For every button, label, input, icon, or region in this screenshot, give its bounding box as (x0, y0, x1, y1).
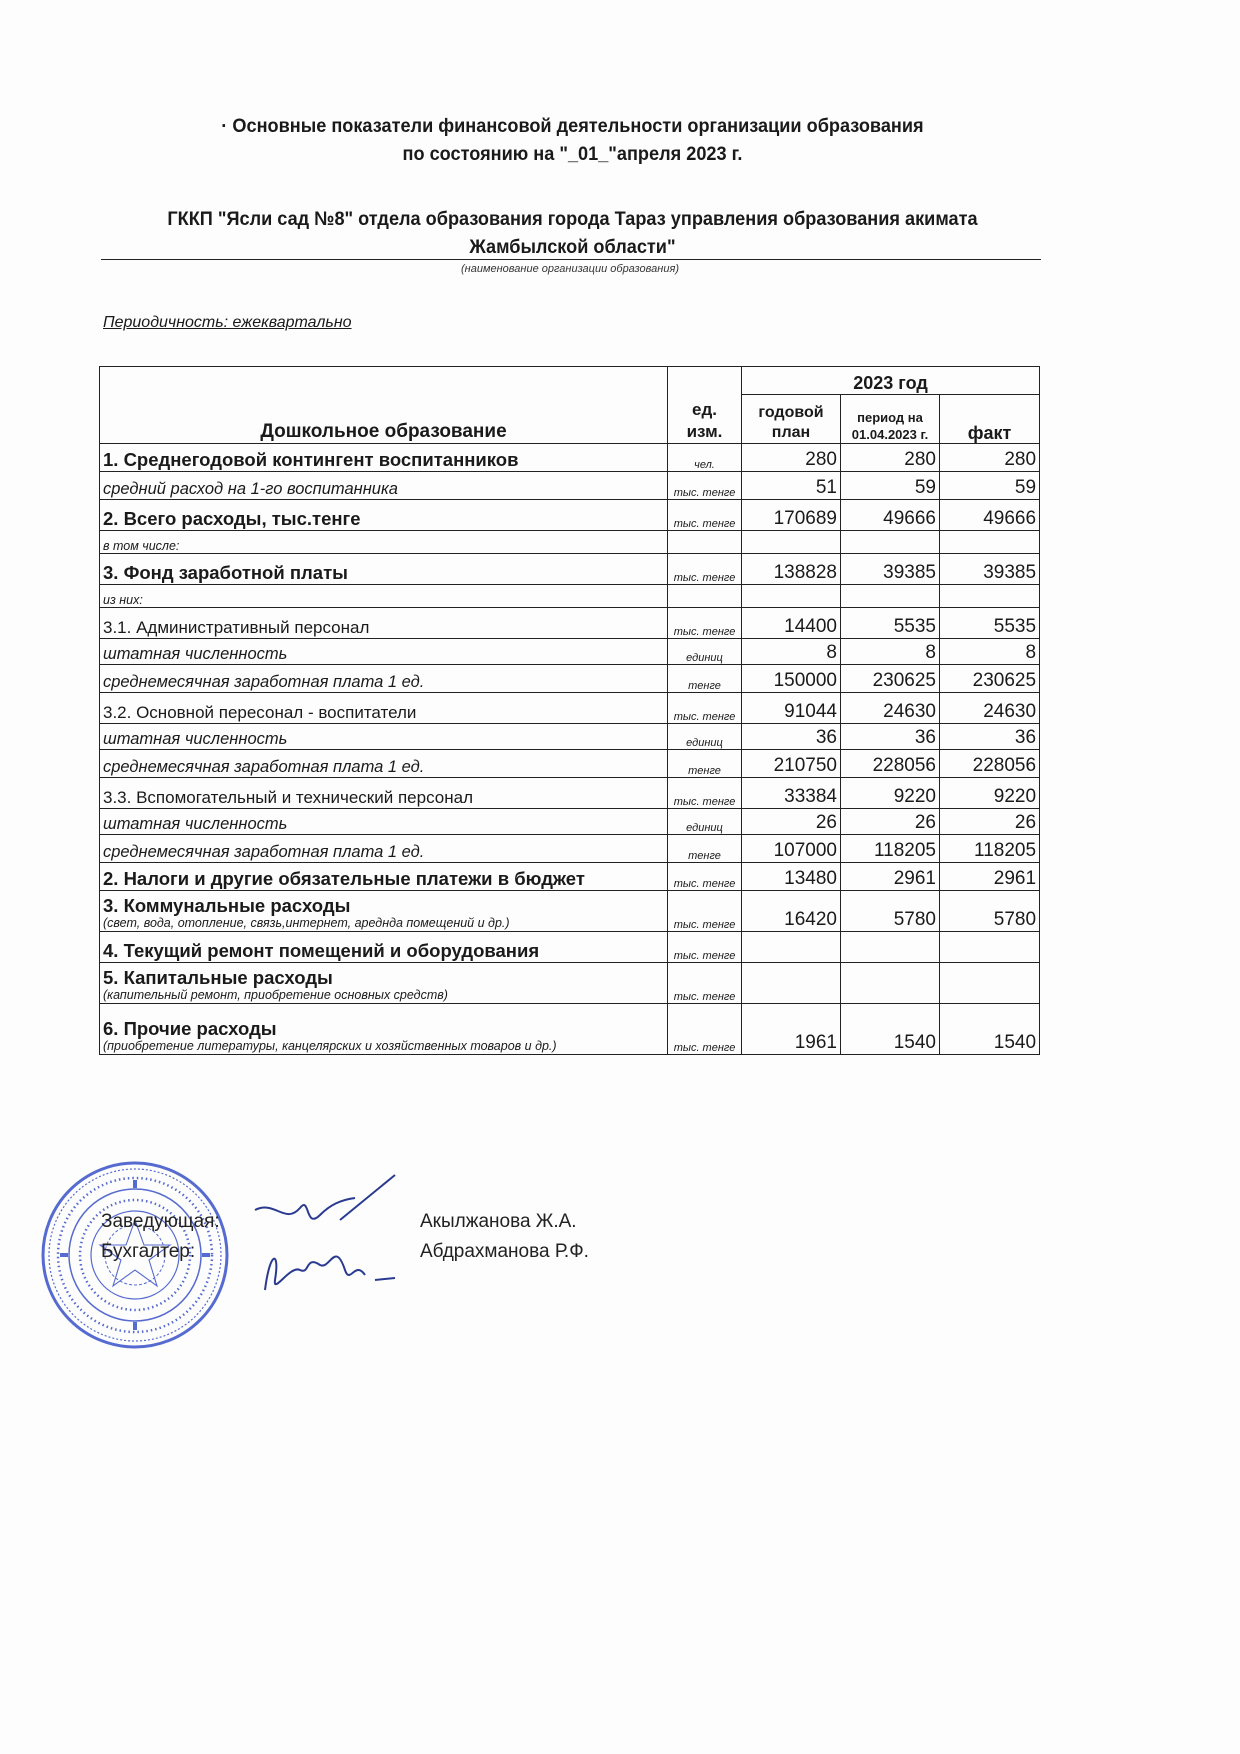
row-period-value: 5535 (841, 608, 940, 639)
table-row (100, 693, 1040, 724)
row-name-note: (свет, вода, отопление, связь,интернет, ареднда помещений и др.) (103, 916, 510, 930)
table-row (100, 835, 1040, 863)
row-name: 3.1. Административный персонал (100, 608, 668, 639)
row-unit: тыс. тенге (668, 608, 742, 639)
row-fact-value: 5535 (940, 608, 1040, 639)
row-fact-value: 230625 (940, 665, 1040, 693)
row-fact-value: 280 (940, 444, 1040, 472)
table-row (100, 809, 1040, 835)
row-plan-value (742, 585, 841, 608)
row-unit: тенге (668, 835, 742, 863)
row-plan-value: 138828 (742, 554, 841, 585)
head-signature-label: Заведующая: (101, 1211, 220, 1232)
row-unit: тенге (668, 665, 742, 693)
row-period-value (841, 963, 940, 1004)
row-unit: тенге (668, 750, 742, 778)
row-unit: тыс. тенге (668, 891, 742, 932)
row-unit: тыс. тенге (668, 472, 742, 500)
row-plan-value: 14400 (742, 608, 841, 639)
table-row (100, 1004, 1040, 1055)
row-plan-value: 107000 (742, 835, 841, 863)
row-name: 3.2. Основной пересонал - воспитатели (100, 693, 668, 724)
row-unit: тыс. тенге (668, 500, 742, 531)
table-row (100, 891, 1040, 932)
row-plan-value: 51 (742, 472, 841, 500)
header-plan-line-2: план (771, 424, 811, 441)
org-underline (101, 259, 1041, 260)
row-unit: тыс. тенге (668, 1004, 742, 1055)
row-period-value: 39385 (841, 554, 940, 585)
periodicity-label: Периодичность: ежеквартально (103, 314, 352, 331)
table-row (100, 778, 1040, 809)
row-name-note: (капительный ремонт, приобретение основных средств) (103, 988, 448, 1002)
row-fact-value: 8 (940, 639, 1040, 665)
row-fact-value (940, 531, 1040, 554)
row-period-value: 228056 (841, 750, 940, 778)
row-name: штатная численность (100, 639, 668, 665)
row-period-value: 36 (841, 724, 940, 750)
header-year: 2023 год (742, 367, 1040, 395)
row-name: среднемесячная заработная плата 1 ед. (100, 665, 668, 693)
row-name (100, 963, 668, 1004)
row-name: среднемесячная заработная плата 1 ед. (100, 750, 668, 778)
header-period (841, 395, 940, 444)
table-row (100, 472, 1040, 500)
row-unit: единиц (668, 724, 742, 750)
table-row (100, 608, 1040, 639)
table-row (100, 554, 1040, 585)
header-period-line-1: период на (857, 410, 923, 425)
handwritten-signatures-icon (245, 1170, 435, 1310)
row-fact-value: 118205 (940, 835, 1040, 863)
row-name: 3.3. Вспомогательный и технический персонал (100, 778, 668, 809)
table-header-row (100, 367, 1040, 395)
row-unit: тыс. тенге (668, 932, 742, 963)
row-unit: тыс. тенге (668, 693, 742, 724)
row-plan-value: 16420 (742, 891, 841, 932)
row-name-main: 6. Прочие расходы (103, 1018, 277, 1039)
row-fact-value: 228056 (940, 750, 1040, 778)
row-fact-value (940, 932, 1040, 963)
row-unit: тыс. тенге (668, 554, 742, 585)
header-unit (668, 367, 742, 444)
header-unit-line-2: изм. (686, 422, 723, 441)
header-unit-line-1: ед. (692, 400, 717, 419)
table-row (100, 531, 1040, 554)
row-unit: единиц (668, 639, 742, 665)
row-name: штатная численность (100, 809, 668, 835)
org-line-1: ГККП "Ясли сад №8" отдела образования города Тараз управления образования акимата (167, 208, 978, 230)
row-period-value: 5780 (841, 891, 940, 932)
table-row (100, 963, 1040, 1004)
row-plan-value: 33384 (742, 778, 841, 809)
row-plan-value: 26 (742, 809, 841, 835)
row-fact-value: 24630 (940, 693, 1040, 724)
row-plan-value (742, 963, 841, 1004)
row-plan-value: 210750 (742, 750, 841, 778)
document-title (40, 112, 1105, 168)
table-row (100, 444, 1040, 472)
row-fact-value: 26 (940, 809, 1040, 835)
accountant-signature-name: Абдрахманова Р.Ф. (420, 1241, 589, 1262)
row-plan-value (742, 932, 841, 963)
row-name (100, 1004, 668, 1055)
head-signature-name: Акылжанова Ж.А. (420, 1211, 577, 1232)
row-unit: тыс. тенге (668, 778, 742, 809)
row-name (100, 891, 668, 932)
row-fact-value: 5780 (940, 891, 1040, 932)
row-unit: единиц (668, 809, 742, 835)
row-name: в том числе: (100, 531, 668, 554)
row-name-main: 3. Коммунальные расходы (103, 895, 351, 916)
header-category: Дошкольное образование (100, 367, 668, 444)
row-period-value: 59 (841, 472, 940, 500)
row-period-value: 8 (841, 639, 940, 665)
row-fact-value: 59 (940, 472, 1040, 500)
row-fact-value: 2961 (940, 863, 1040, 891)
row-fact-value: 36 (940, 724, 1040, 750)
row-period-value: 118205 (841, 835, 940, 863)
row-name: 2. Налоги и другие обязательные платежи в бюджет (100, 863, 668, 891)
row-plan-value: 150000 (742, 665, 841, 693)
org-line-2: Жамбылской области" (469, 236, 676, 258)
row-period-value: 2961 (841, 863, 940, 891)
header-annual-plan (742, 395, 841, 444)
row-plan-value (742, 531, 841, 554)
title-line-1: · Основные показатели финансовой деятельности организации образования (221, 115, 924, 137)
row-plan-value: 170689 (742, 500, 841, 531)
row-fact-value: 9220 (940, 778, 1040, 809)
row-period-value (841, 585, 940, 608)
header-period-line-2: 01.04.2023 г. (851, 427, 929, 442)
title-line-2: по состоянию на "_01_"апреля 2023 г. (402, 143, 743, 165)
org-caption: (наименование организации образования) (461, 263, 679, 275)
table-row (100, 585, 1040, 608)
table-row (100, 863, 1040, 891)
row-name: средний расход на 1-го воспитанника (100, 472, 668, 500)
row-name: 4. Текущий ремонт помещений и оборудования (100, 932, 668, 963)
row-period-value: 49666 (841, 500, 940, 531)
row-name-main: 5. Капитальные расходы (103, 967, 333, 988)
row-period-value (841, 531, 940, 554)
header-fact: факт (940, 395, 1040, 444)
table-row (100, 750, 1040, 778)
row-unit: тыс. тенге (668, 863, 742, 891)
row-name: среднемесячная заработная плата 1 ед. (100, 835, 668, 863)
row-name: 2. Всего расходы, тыс.тенге (100, 500, 668, 531)
row-period-value: 24630 (841, 693, 940, 724)
row-unit: тыс. тенге (668, 963, 742, 1004)
header-plan-line-1: годовой (758, 404, 824, 421)
row-unit (668, 531, 742, 554)
row-period-value (841, 932, 940, 963)
row-plan-value: 1961 (742, 1004, 841, 1055)
financial-indicators-table (99, 366, 1040, 1055)
row-plan-value: 8 (742, 639, 841, 665)
row-period-value: 230625 (841, 665, 940, 693)
row-period-value: 26 (841, 809, 940, 835)
row-plan-value: 280 (742, 444, 841, 472)
table-row (100, 639, 1040, 665)
row-name: 1. Среднегодовой контингент воспитанников (100, 444, 668, 472)
row-plan-value: 36 (742, 724, 841, 750)
row-period-value: 280 (841, 444, 940, 472)
organization-name (40, 205, 1105, 261)
row-fact-value (940, 585, 1040, 608)
table-row (100, 500, 1040, 531)
row-unit: чел. (668, 444, 742, 472)
row-name: 3. Фонд заработной платы (100, 554, 668, 585)
row-fact-value: 39385 (940, 554, 1040, 585)
row-name-note: (приобретение литературы, канцелярских и хозяйственных товаров и др.) (103, 1039, 557, 1053)
row-period-value: 1540 (841, 1004, 940, 1055)
table-row (100, 932, 1040, 963)
row-fact-value: 1540 (940, 1004, 1040, 1055)
accountant-signature-label: Бухгалтер: (101, 1241, 196, 1262)
row-name: из них: (100, 585, 668, 608)
table-row (100, 724, 1040, 750)
row-unit (668, 585, 742, 608)
table-row (100, 665, 1040, 693)
row-name: штатная численность (100, 724, 668, 750)
row-plan-value: 91044 (742, 693, 841, 724)
row-fact-value: 49666 (940, 500, 1040, 531)
row-fact-value (940, 963, 1040, 1004)
row-period-value: 9220 (841, 778, 940, 809)
row-plan-value: 13480 (742, 863, 841, 891)
